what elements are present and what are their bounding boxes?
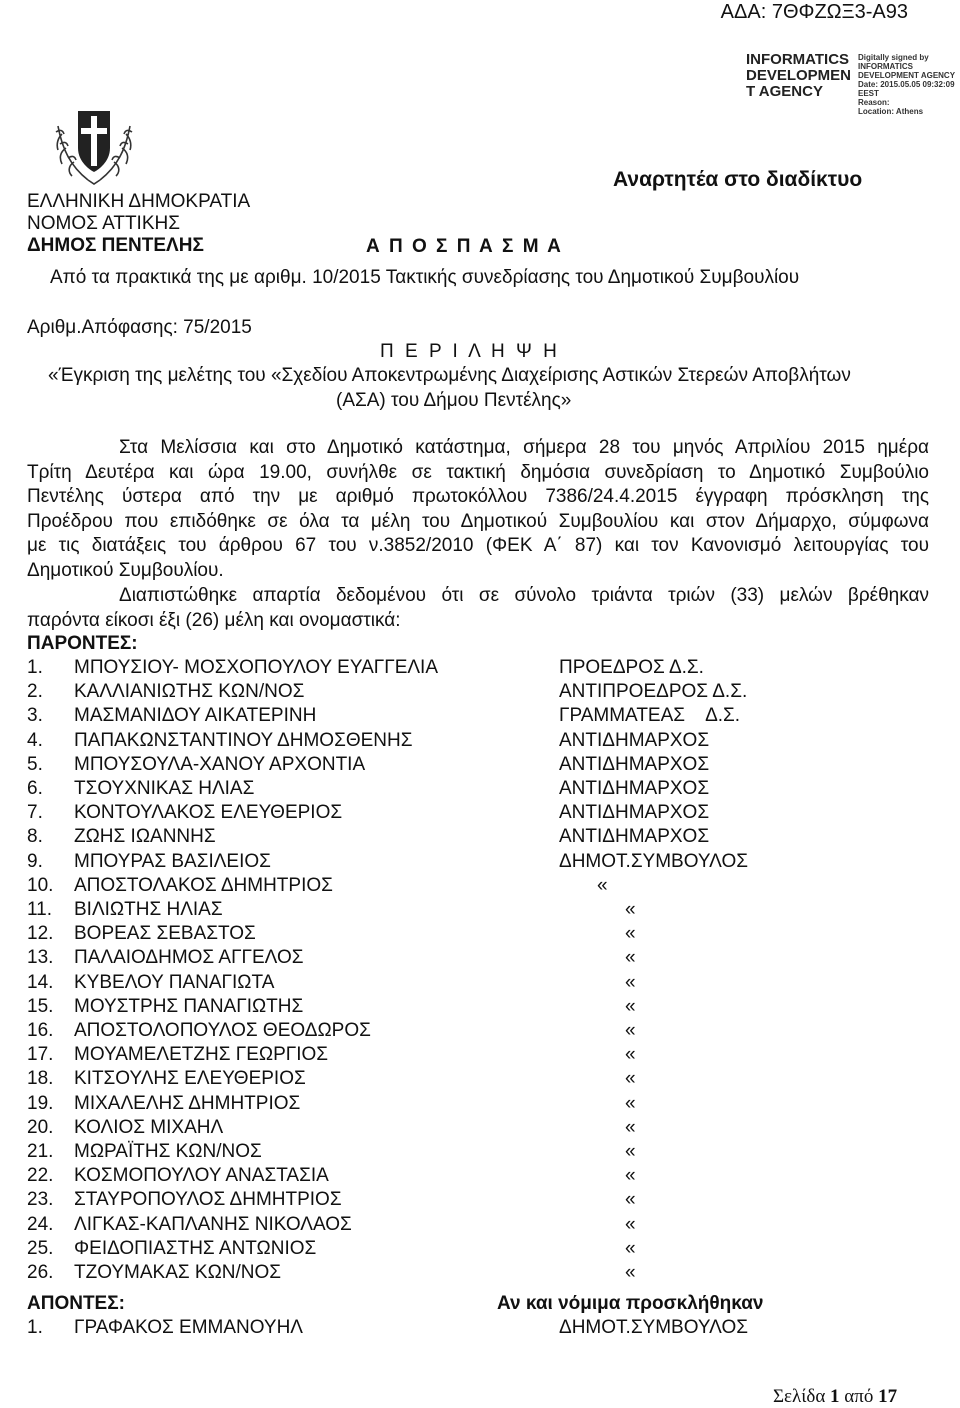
member-role: « — [625, 1092, 636, 1114]
member-role: ΔΗΜΟΤ.ΣΥΜΒΟΥΛΟΣ — [559, 1317, 748, 1338]
member-name: ΜΠΟΥΣΟΥΛΑ-ΧΑΝΟΥ ΑΡΧΟΝΤΙΑ — [74, 753, 366, 775]
member-role: « — [625, 1044, 636, 1066]
absent-note: Αν και νόμιμα προσκλήθηκαν — [497, 1293, 764, 1314]
member-name: ΜΙΧΑΛΕΛΗΣ ΔΗΜΗΤΡΙΟΣ — [74, 1092, 301, 1114]
quorum-paragraph — [27, 584, 929, 633]
member-role: « — [625, 1116, 636, 1138]
member-number: 5. — [27, 753, 43, 775]
member-role: ΑΝΤΙΔΗΜΑΡΧΟΣ — [559, 729, 710, 751]
member-number: 16. — [27, 1020, 54, 1041]
member-role: ΑΝΤΙΔΗΜΑΡΧΟΣ — [559, 778, 710, 799]
member-number: 7. — [27, 802, 43, 824]
country-name: ΕΛΛΗΝΙΚΗ ΔΗΜΟΚΡΑΤΙΑ — [27, 191, 251, 212]
member-role: ΑΝΤΙΔΗΜΑΡΧΟΣ — [559, 753, 710, 775]
member-name: ΚΙΤΣΟΥΛΗΣ ΕΛΕΥΘΕΡΙΟΣ — [74, 1068, 306, 1090]
member-role: « — [625, 971, 636, 993]
signature-org-line: INFORMATICS — [746, 51, 850, 68]
member-name: ΠΑΛΑΙΟΔΗΜΟΣ ΑΓΓΕΛΟΣ — [74, 947, 304, 969]
member-name: ΚΟΣΜΟΠΟΥΛΟΥ ΑΝΑΣΤΑΣΙΑ — [74, 1165, 329, 1187]
subject-line: «Έγκριση της μελέτης του «Σχεδίου Αποκεντρωμένης Διαχείρισης Αστικών Στερεών Αποβλήτων — [48, 365, 851, 386]
member-name: ΤΖΟΥΜΑΚΑΣ ΚΩΝ/ΝΟΣ — [74, 1262, 282, 1283]
signature-details — [858, 53, 955, 116]
member-name: ΜΑΣΜΑΝΙΔΟΥ ΑΙΚΑΤΕΡΙΝΗ — [74, 705, 317, 727]
member-name: ΑΠΟΣΤΟΛΟΠΟΥΛΟΣ ΘΕΟΔΩΡΟΣ — [74, 1020, 371, 1041]
total-pages: 17 — [878, 1386, 898, 1407]
signature-meta-line: EEST — [858, 89, 879, 98]
member-name: ΑΠΟΣΤΟΛΑΚΟΣ ΔΗΜΗΤΡΙΟΣ — [74, 874, 333, 896]
paragraph-line: Διαπιστώθηκε απαρτία δεδομένου ότι σε σύνολο τριάντα τριών (33) μελών βρέθηκαν — [119, 585, 929, 606]
member-number: 25. — [27, 1237, 54, 1259]
member-number: 12. — [27, 923, 54, 945]
member-role: « — [625, 1189, 636, 1211]
member-name: ΤΣΟΥΧΝΙΚΑΣ ΗΛΙΑΣ — [74, 778, 255, 799]
page-word: Σελίδα — [773, 1386, 826, 1407]
post-online-label: Αναρτητέα στο διαδίκτυο — [613, 168, 863, 191]
member-number: 21. — [27, 1141, 54, 1162]
paragraph-line: παρόντα είκοσι έξι (26) μέλη και ονομαστικά: — [27, 609, 401, 631]
member-name: ΣΤΑΥΡΟΠΟΥΛΟΣ ΔΗΜΗΤΡΙΟΣ — [74, 1189, 342, 1211]
member-name: ΖΩΗΣ ΙΩΑΝΝΗΣ — [74, 826, 216, 848]
current-page: 1 — [830, 1386, 840, 1407]
municipality-name: ΔΗΜΟΣ ΠΕΝΤΕΛΗΣ — [27, 235, 204, 256]
member-number: 2. — [27, 681, 43, 703]
member-name: ΜΠΟΥΡΑΣ ΒΑΣΙΛΕΙΟΣ — [74, 850, 271, 872]
member-number: 19. — [27, 1092, 54, 1114]
member-role: « — [625, 1165, 636, 1187]
subject-line: (ΑΣΑ) του Δήμου Πεντέλης» — [336, 390, 572, 411]
member-number: 1. — [27, 1317, 43, 1338]
member-name: ΒΟΡΕΑΣ ΣΕΒΑΣΤΟΣ — [74, 923, 256, 945]
paragraph-line: Τρίτη Δευτέρα και ώρα 19.00, συνήλθε σε τακτική δημόσια συνεδρίαση το Δημοτικό Συμβούλιο — [27, 461, 929, 483]
member-role: « — [625, 923, 636, 945]
member-role: « — [597, 874, 608, 896]
greek-coat-of-arms-emblem-icon — [48, 104, 140, 190]
signature-meta-line: Date: 2015.05.05 09:32:09 — [858, 80, 955, 89]
member-name: ΜΠΟΥΣΙΟΥ- ΜΟΣΧΟΠΟΥΛΟΥ ΕΥΑΓΓΕΛΙΑ — [74, 657, 439, 678]
signature-meta-line: Reason: — [858, 98, 890, 107]
member-role: « — [625, 1262, 636, 1283]
member-number: 4. — [27, 729, 43, 751]
member-role: ΠΡΟΕΔΡΟΣ Δ.Σ. — [559, 657, 704, 678]
paragraph-line: Προέδρου που επιδόθηκε σε όλα τα μέλη του Δημοτικού Συμβουλίου και στον Δήμαρχο, σύμφωνα — [27, 510, 929, 532]
extract-heading: Α Π Ο Σ Π Α Σ Μ Α — [366, 236, 563, 257]
member-number: 20. — [27, 1116, 54, 1138]
member-number: 1. — [27, 657, 43, 678]
member-name: ΚΟΝΤΟΥΛΑΚΟΣ ΕΛΕΥΘΕΡΙΟΣ — [74, 802, 343, 824]
paragraph-line: Δημοτικού Συμβουλίου. — [27, 559, 224, 581]
signature-meta-line: Digitally signed by — [858, 53, 929, 62]
page-number — [773, 1386, 897, 1408]
member-number: 23. — [27, 1189, 54, 1211]
member-name: ΒΙΛΙΩΤΗΣ ΗΛΙΑΣ — [74, 899, 223, 920]
member-role: « — [625, 1068, 636, 1090]
member-role: « — [625, 899, 636, 920]
member-number: 11. — [27, 899, 53, 920]
member-role: « — [625, 1020, 636, 1041]
decision-number: Αριθμ.Απόφασης: 75/2015 — [27, 317, 252, 338]
minutes-reference: Από τα πρακτικά της με αριθμ. 10/2015 Τακτικής συνεδρίασης του Δημοτικού Συμβουλίου — [50, 267, 800, 288]
member-number: 22. — [27, 1165, 54, 1187]
member-role: ΑΝΤΙΔΗΜΑΡΧΟΣ — [559, 802, 710, 824]
signature-org-line: DEVELOPMEN — [746, 67, 852, 84]
signature-organization — [746, 52, 851, 100]
ada-code: ΑΔΑ: 7ΘΦΖΩΞ3-Α93 — [720, 1, 908, 23]
absent-heading: ΑΠΟΝΤΕΣ: — [27, 1293, 125, 1314]
member-number: 6. — [27, 778, 43, 799]
paragraph-line: Στα Μελίσσια και στο Δημοτικό κατάστημα, σήμερα 28 του μηνός Απριλίου 2015 ημέρα — [119, 437, 929, 458]
member-number: 24. — [27, 1213, 54, 1235]
member-name: ΛΙΓΚΑΣ-ΚΑΠΛΑΝΗΣ ΝΙΚΟΛΑΟΣ — [74, 1213, 352, 1235]
signature-org-line: T AGENCY — [746, 83, 823, 100]
authority-header — [27, 191, 250, 257]
member-name: ΦΕΙΔΟΠΙΑΣΤΗΣ ΑΝΤΩΝΙΟΣ — [74, 1237, 317, 1259]
prefecture-name: ΝΟΜΟΣ ΑΤΤΙΚΗΣ — [27, 213, 180, 234]
member-role: « — [625, 1237, 636, 1259]
summary-heading: Π Ε Ρ Ι Λ Η Ψ Η — [380, 341, 560, 362]
meeting-paragraph — [27, 436, 929, 583]
member-name: ΚΥΒΕΛΟΥ ΠΑΝΑΓΙΩΤΑ — [74, 971, 275, 993]
member-role: « — [625, 995, 636, 1017]
paragraph-line: Πεντέλης ύστερα από την με αριθμό πρωτοκόλλου 7386/24.4.2015 έγγραφη πρόσκληση της — [27, 486, 929, 507]
member-number: 15. — [27, 995, 54, 1017]
member-role: « — [625, 1213, 636, 1235]
member-number: 18. — [27, 1068, 54, 1090]
member-number: 17. — [27, 1044, 54, 1066]
paragraph-line: με τις διατάξεις του άρθρου 67 του ν.3852/2010 (ΦΕΚ Α΄ 87) και τον Κανονισμό λειτουργίας του — [27, 535, 929, 556]
signature-meta-line: Location: Athens — [858, 107, 924, 116]
member-name: ΜΟΥΑΜΕΛΕΤΖΗΣ ΓΕΩΡΓΙΟΣ — [74, 1044, 329, 1066]
member-role: ΑΝΤΙΠΡΟΕΔΡΟΣ Δ.Σ. — [559, 681, 748, 703]
member-number: 14. — [27, 971, 54, 993]
member-name: ΓΡΑΦΑΚΟΣ ΕΜΜΑΝΟΥΗΛ — [74, 1317, 304, 1338]
member-name: ΚΑΛΛΙΑΝΙΩΤΗΣ ΚΩΝ/ΝΟΣ — [74, 681, 305, 703]
member-role: ΔΗΜΟΤ.ΣΥΜΒΟΥΛΟΣ — [559, 850, 748, 872]
member-number: 10. — [27, 874, 54, 896]
member-name: ΚΟΛΙΟΣ ΜΙΧΑΗΛ — [74, 1116, 224, 1138]
member-name: ΜΟΥΣΤΡΗΣ ΠΑΝΑΓΙΩΤΗΣ — [74, 995, 304, 1017]
member-number: 26. — [27, 1262, 54, 1283]
member-name: ΜΩΡΑΪΤΗΣ ΚΩΝ/ΝΟΣ — [74, 1141, 262, 1162]
signature-meta-line: DEVELOPMENT AGENCY — [858, 71, 956, 80]
member-number: 9. — [27, 850, 43, 872]
member-role: « — [625, 1141, 636, 1162]
member-number: 13. — [27, 947, 54, 969]
member-role: « — [625, 947, 636, 969]
member-number: 8. — [27, 826, 43, 848]
member-role: ΓΡΑΜΜΑΤΕΑΣ Δ.Σ. — [559, 705, 741, 727]
member-role: ΑΝΤΙΔΗΜΑΡΧΟΣ — [559, 826, 710, 848]
member-number: 3. — [27, 705, 43, 727]
of-word: από — [844, 1386, 874, 1407]
present-heading: ΠΑΡΟΝΤΕΣ: — [27, 633, 138, 654]
member-name: ΠΑΠΑΚΩΝΣΤΑΝΤΙΝΟΥ ΔΗΜΟΣΘΕΝΗΣ — [74, 729, 413, 751]
signature-meta-line: INFORMATICS — [858, 62, 913, 71]
